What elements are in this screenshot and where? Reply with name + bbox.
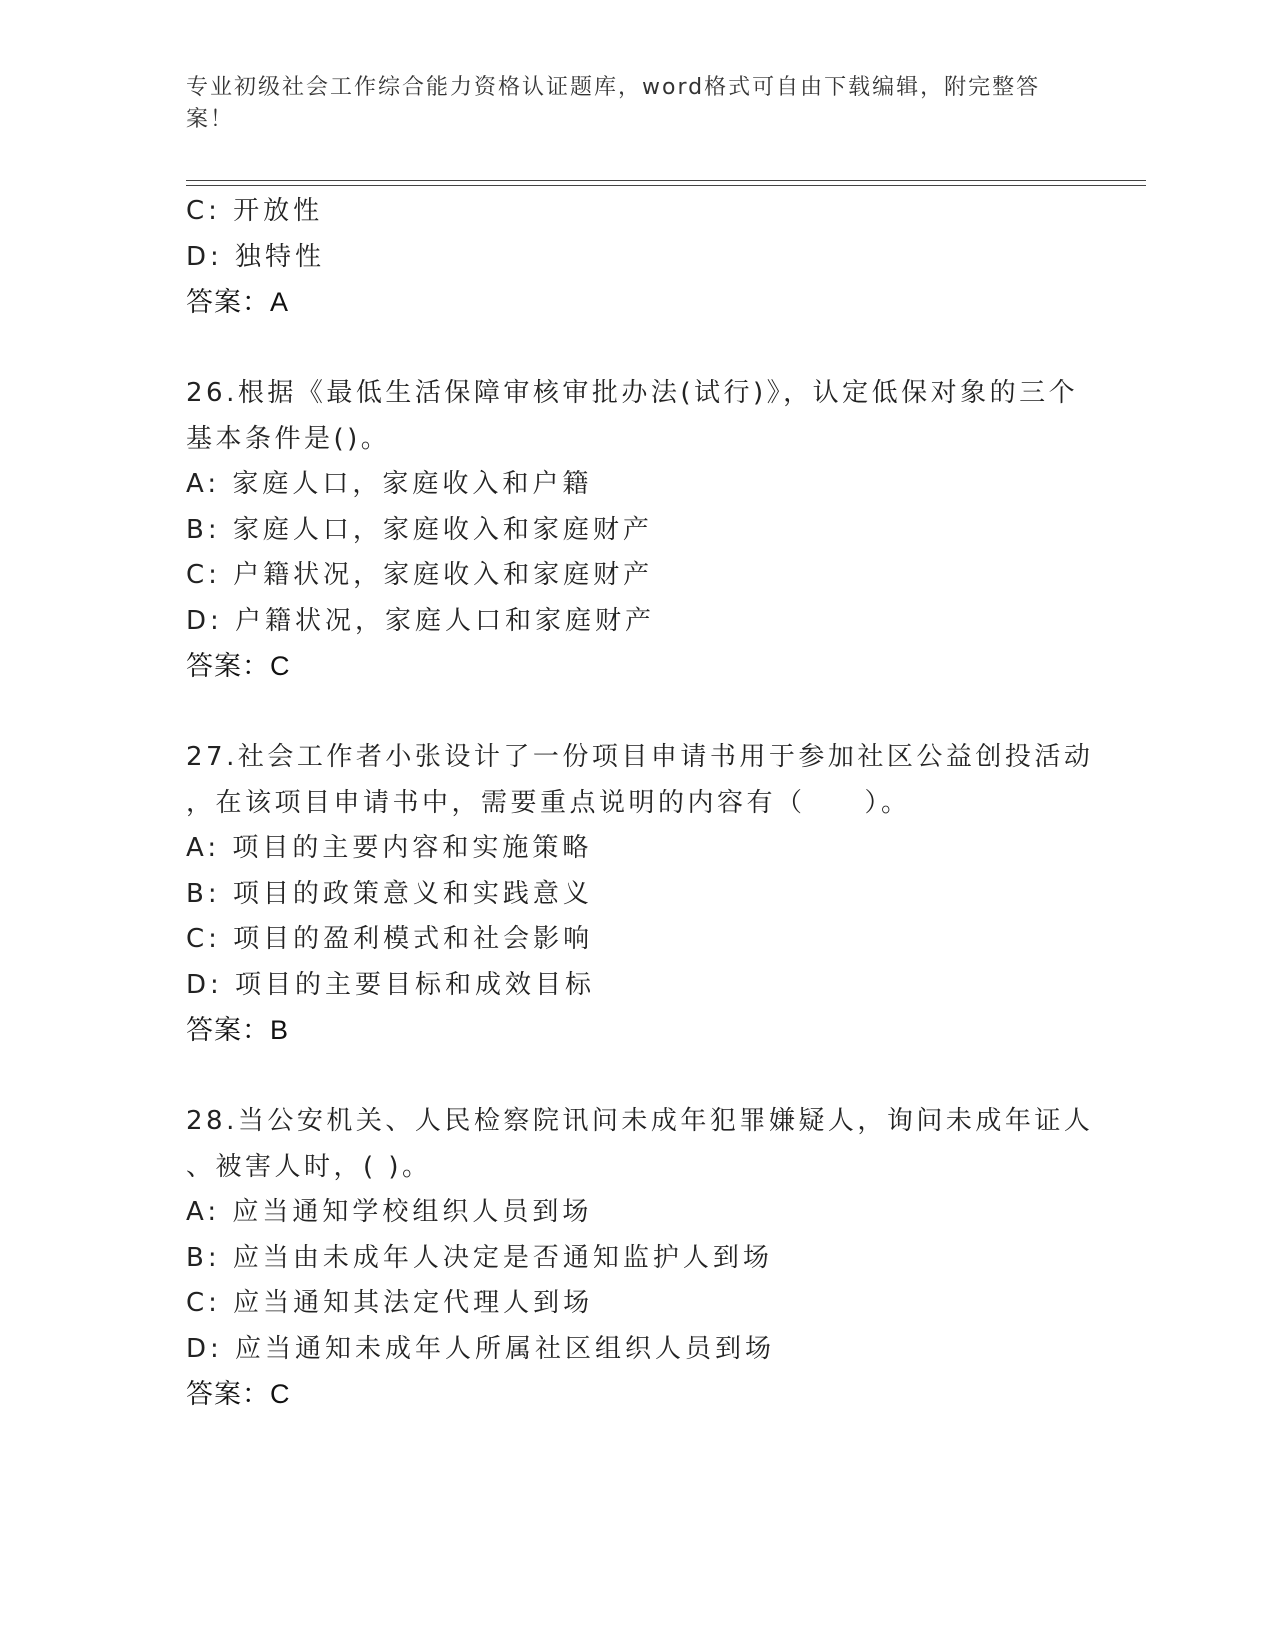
answer-line: 答案：C bbox=[186, 651, 291, 681]
stem-line-2: 基本条件是()。 bbox=[186, 423, 391, 454]
option-c: C: 项目的盈利模式和社会影响 bbox=[186, 924, 594, 954]
spacer bbox=[186, 1054, 1086, 1100]
option-d: D: 应当通知未成年人所属社区组织人员到场 bbox=[186, 1333, 776, 1364]
option-b: B: 应当由未成年人决定是否通知监护人到场 bbox=[186, 1242, 773, 1273]
spacer bbox=[186, 326, 1086, 372]
document-header bbox=[186, 72, 1066, 136]
option-c: C: 户籍状况，家庭收入和家庭财产 bbox=[186, 560, 654, 590]
header-line-1: 专业初级社会工作综合能力资格认证题库，word格式可自由下载编辑，附完整答 bbox=[186, 75, 1041, 100]
stem-line-2: 、被害人时，( )。 bbox=[186, 1151, 432, 1182]
option-c: C: 开放性 bbox=[186, 196, 324, 226]
header-divider-thick bbox=[186, 185, 1146, 186]
option-a: A: 项目的主要内容和实施策略 bbox=[186, 833, 593, 863]
option-a: A: 家庭人口，家庭收入和户籍 bbox=[186, 469, 593, 499]
question-block-26 bbox=[186, 371, 1086, 690]
option-b: B: 家庭人口，家庭收入和家庭财产 bbox=[186, 514, 653, 545]
answer-line: 答案：A bbox=[186, 287, 290, 317]
stem-line-2: ，在该项目申请书中，需要重点说明的内容有（ ）。 bbox=[186, 787, 911, 818]
question-block-28 bbox=[186, 1099, 1094, 1418]
question-list bbox=[186, 189, 1094, 1418]
option-c: C: 应当通知其法定代理人到场 bbox=[186, 1288, 594, 1318]
stem-line-1: 26.根据《最低生活保障审核审批办法(试行)》，认定低保对象的三个 bbox=[186, 378, 1079, 408]
question-stem bbox=[186, 371, 1086, 462]
option-d: D: 户籍状况，家庭人口和家庭财产 bbox=[186, 605, 656, 636]
question-block-25 bbox=[186, 189, 1086, 326]
header-divider-thin bbox=[186, 180, 1146, 181]
spacer bbox=[186, 690, 1086, 736]
option-a: A: 应当通知学校组织人员到场 bbox=[186, 1197, 593, 1227]
stem-line-1: 28.当公安机关、人民检察院讯问未成年犯罪嫌疑人，询问未成年证人 bbox=[186, 1106, 1094, 1136]
question-stem bbox=[186, 735, 1094, 826]
stem-line-1: 27.社会工作者小张设计了一份项目申请书用于参加社区公益创投活动 bbox=[186, 742, 1094, 772]
option-b: B: 项目的政策意义和实践意义 bbox=[186, 878, 593, 909]
option-d: D: 独特性 bbox=[186, 241, 326, 272]
header-line-2: 案！ bbox=[186, 107, 235, 132]
option-d: D: 项目的主要目标和成效目标 bbox=[186, 969, 596, 1000]
question-stem bbox=[186, 1099, 1094, 1190]
question-block-27 bbox=[186, 735, 1094, 1054]
answer-line: 答案：B bbox=[186, 1015, 290, 1045]
answer-line: 答案：C bbox=[186, 1379, 291, 1409]
